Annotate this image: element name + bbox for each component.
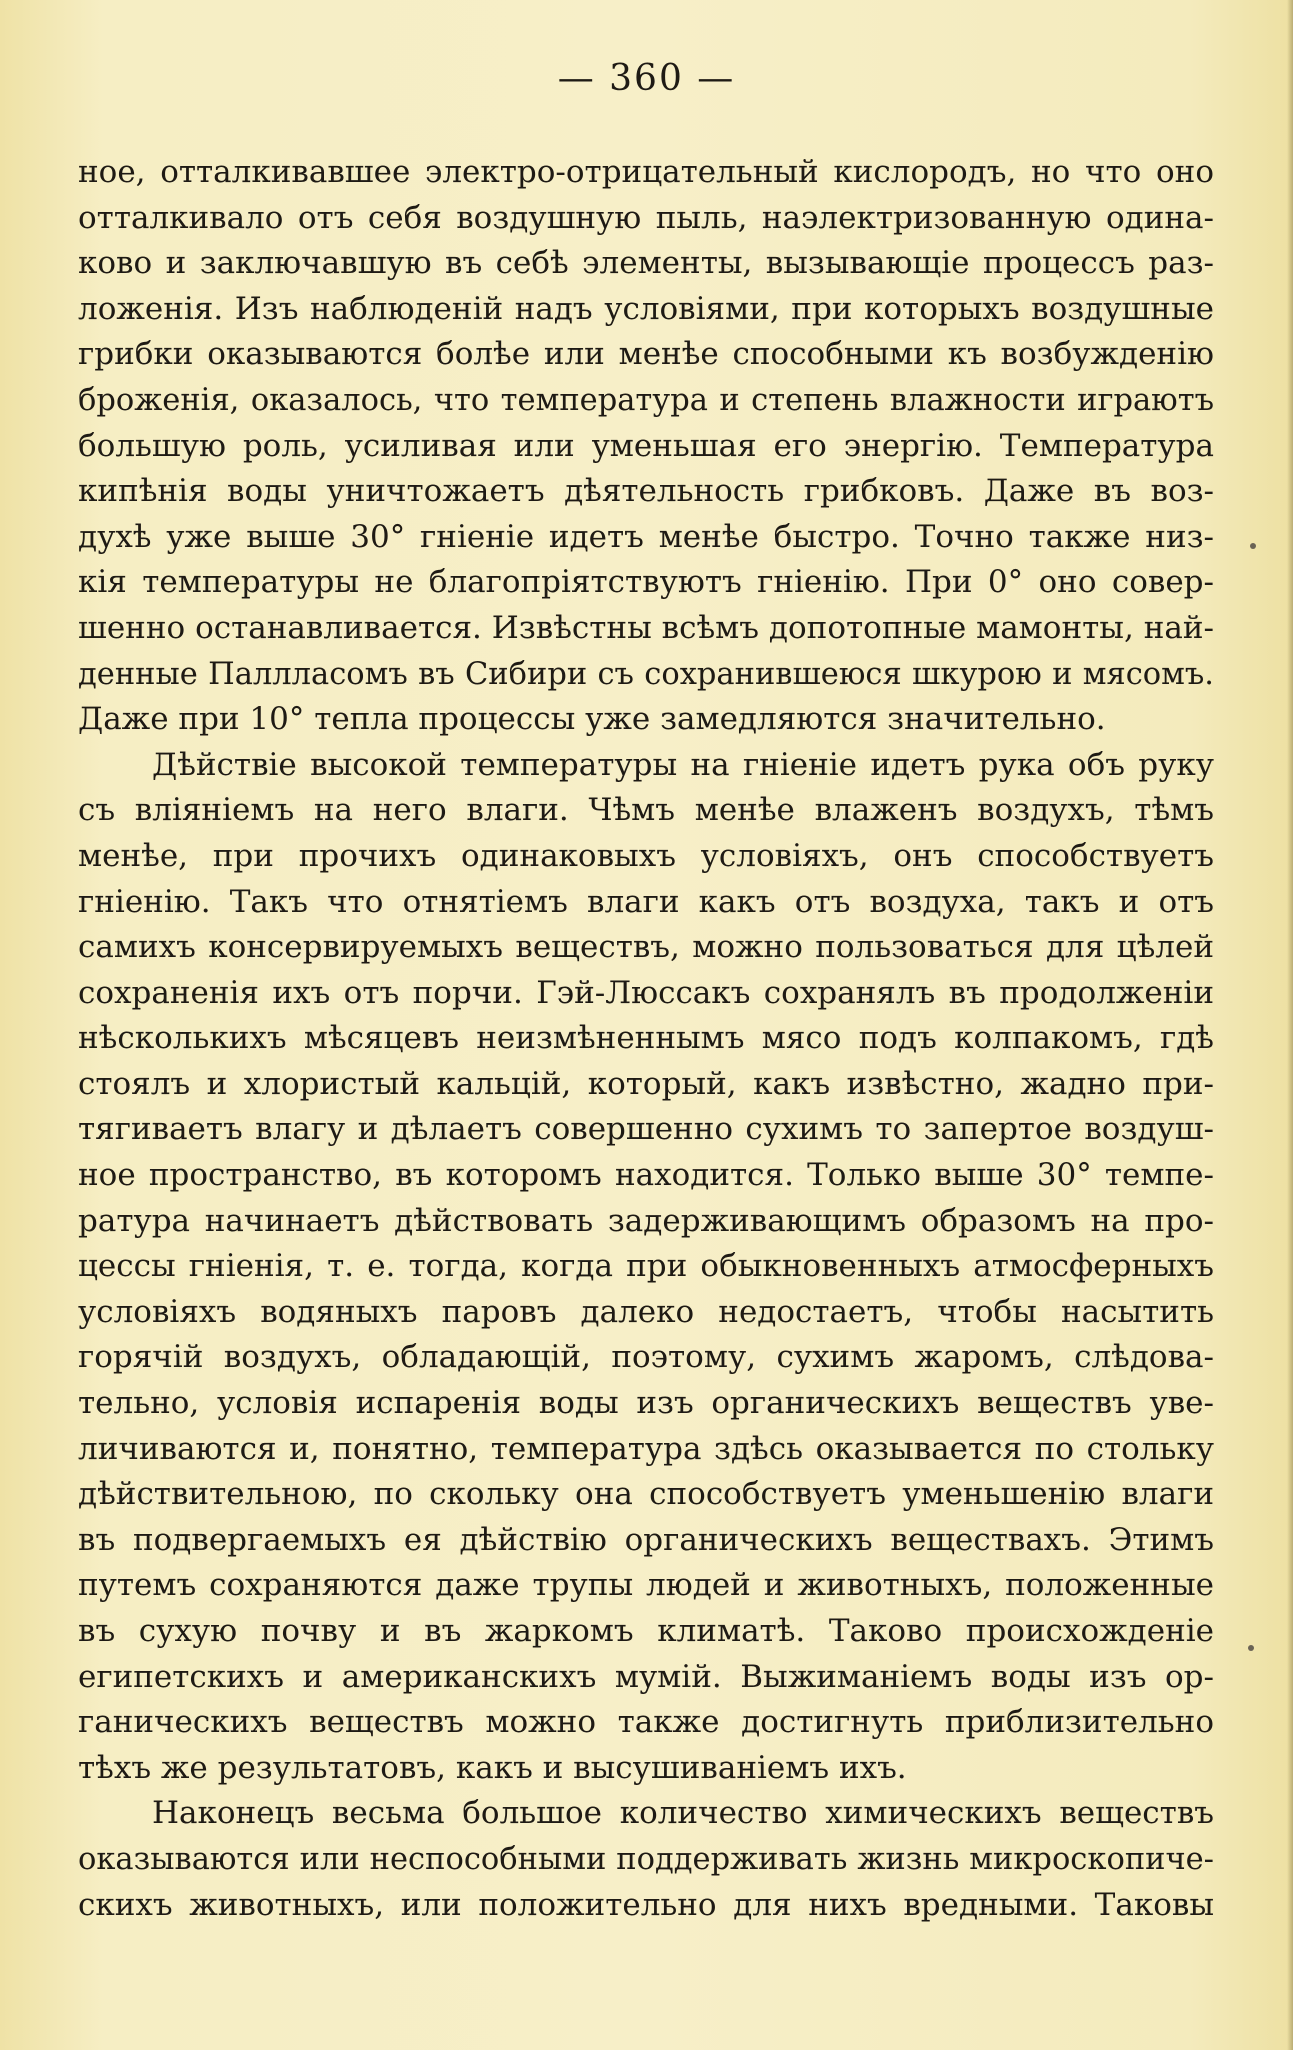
text-line: горячій воздухъ, обладающій, поэтому, сухимъ жаромъ, слѣдова- <box>78 1339 1214 1376</box>
text-line: цессы гніенія, т. е. тогда, когда при обыкновенныхъ атмосферныхъ <box>78 1248 1214 1285</box>
text-line: стоялъ и хлористый кальцій, который, какъ извѣстно, жадно при- <box>78 1065 1214 1102</box>
text-line: египетскихъ и американскихъ мумій. Выжиманіемъ воды изъ ор- <box>78 1658 1214 1695</box>
text-line: личиваются и, понятно, температура здѣсь оказывается по стольку <box>78 1430 1214 1467</box>
text-line: шенно останавливается. Извѣстны всѣмъ допотопные мамонты, най- <box>78 609 1214 646</box>
text-line: денные Паллласомъ въ Сибири съ сохранившеюся шкурою и мясомъ. <box>78 656 1214 692</box>
text-line: съ вліяніемъ на него влаги. Чѣмъ менѣе влаженъ воздухъ, тѣмъ <box>78 792 1214 829</box>
text-line: кія температуры не благопріятствуютъ гніенію. При 0° оно совер- <box>78 564 1214 601</box>
text-line: нѣсколькихъ мѣсяцевъ неизмѣненнымъ мясо подъ колпакомъ, гдѣ <box>78 1020 1214 1057</box>
text-line: духѣ уже выше 30° гніеніе идетъ менѣе быстро. Точно также низ- <box>78 518 1214 555</box>
text-line: ганическихъ веществъ можно также достигнуть приблизительно <box>78 1704 1214 1741</box>
text-line: кипѣнія воды уничтожаетъ дѣятельность грибковъ. Даже въ воз- <box>78 473 1214 510</box>
text-line: оказываются или неспособными поддерживать жизнь микроскопиче- <box>78 1841 1214 1877</box>
text-line: тягиваетъ влагу и дѣлаетъ совершенно сухимъ то запертое воздуш- <box>78 1111 1214 1148</box>
text-line: отталкивало отъ себя воздушную пыль, наэлектризованную одина- <box>78 199 1214 236</box>
text-line: ратура начинаетъ дѣйствовать задерживающимъ образомъ на про- <box>78 1202 1214 1239</box>
text-line: Наконецъ весьма большое количество химическихъ веществъ <box>152 1795 1214 1832</box>
text-line: Дѣйствіе высокой температуры на гніеніе идетъ рука объ руку <box>152 746 1214 783</box>
page-number: — 360 — <box>557 58 736 99</box>
text-line: броженія, оказалось, что температура и степень влажности играютъ <box>78 382 1214 418</box>
text-line: менѣе, при прочихъ одинаковыхъ условіяхъ, онъ способствуетъ <box>78 837 1214 874</box>
text-line: ложенія. Изъ наблюденій надъ условіями, при которыхъ воздушные <box>78 290 1214 327</box>
text-line: дѣйствительною, по скольку она способствуетъ уменьшенію влаги <box>78 1476 1214 1513</box>
text-line: гніенію. Такъ что отнятіемъ влаги какъ отъ воздуха, такъ и отъ <box>78 883 1214 920</box>
text-line: въ подвергаемыхъ ея дѣйствію органическихъ веществахъ. Этимъ <box>78 1521 1214 1558</box>
text-line: тельно, условія испаренія воды изъ органическихъ веществъ уве- <box>78 1385 1214 1422</box>
text-line: скихъ животныхъ, или положительно для нихъ вредными. Таковы <box>78 1886 1214 1923</box>
text-line: въ сухую почву и въ жаркомъ климатѣ. Таково происхожденіе <box>78 1613 1214 1649</box>
text-line: большую роль, усиливая или уменьшая его энергію. Температура <box>78 427 1214 464</box>
body-text <box>78 150 1214 1928</box>
text-line: путемъ сохраняются даже трупы людей и животныхъ, положенные <box>78 1567 1214 1604</box>
text-line: сохраненія ихъ отъ порчи. Гэй-Люссакъ сохранялъ въ продолженіи <box>78 974 1214 1011</box>
page-edge <box>1287 0 1293 2050</box>
text-line: тѣхъ же результатовъ, какъ и высушиваніемъ ихъ. <box>78 1749 907 1786</box>
text-line: Даже при 10° тепла процессы уже замедляются значительно. <box>78 701 1106 738</box>
text-line: условіяхъ водяныхъ паровъ далеко недостаетъ, чтобы насытить <box>78 1293 1214 1330</box>
text-line: грибки оказываются болѣе или менѣе способными къ возбужденію <box>78 336 1214 373</box>
text-line: ное пространство, въ которомъ находится. Только выше 30° темпе- <box>78 1157 1214 1194</box>
text-line: ное, отталкивавшее электро-отрицательный кислородъ, но что оно <box>78 154 1214 190</box>
speck <box>1250 543 1256 549</box>
text-line: самихъ консервируемыхъ веществъ, можно пользоваться для цѣлей <box>78 929 1214 966</box>
text-line: ково и заключавшую въ себѣ элементы, вызывающіе процессъ раз- <box>78 245 1214 282</box>
speck <box>1248 1645 1254 1651</box>
